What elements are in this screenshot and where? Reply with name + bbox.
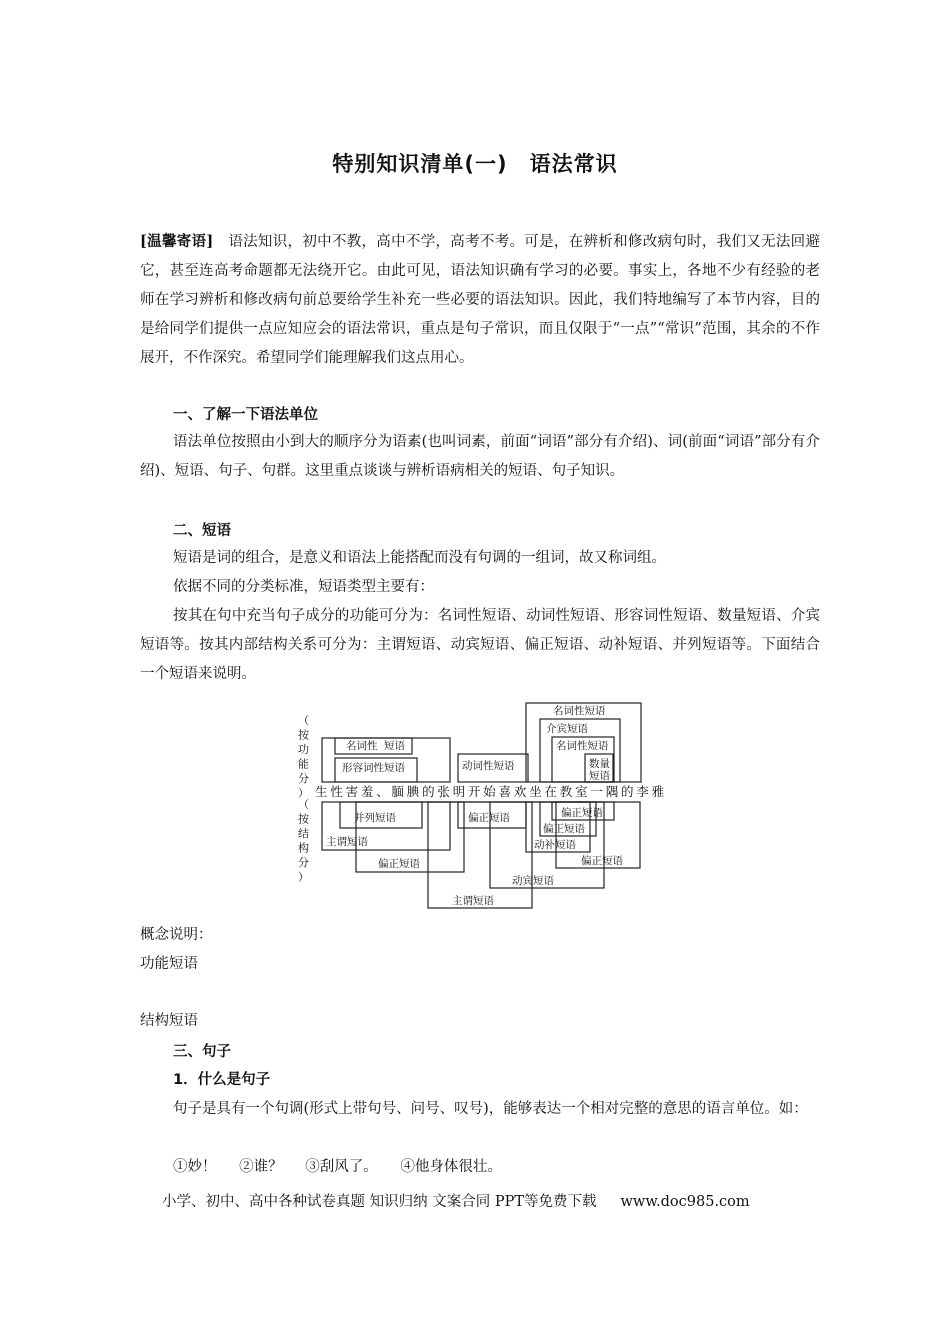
sentence-char: 、 bbox=[376, 784, 389, 799]
sentence-char: 坐 bbox=[529, 784, 542, 799]
section2-para2: 依据不同的分类标准，短语类型主要有： bbox=[173, 579, 434, 595]
label-dongbu: 动补短语 bbox=[534, 839, 576, 851]
label-mingci-a: 名词性 bbox=[346, 740, 378, 752]
sentence-char: 室 bbox=[575, 784, 588, 799]
sentence-char: 教 bbox=[559, 784, 573, 799]
sentence-char: 欢 bbox=[513, 784, 527, 799]
concept-func: 功能短语 bbox=[140, 956, 198, 972]
section3-paragraph: 句子是具有一个句调(形式上带句号、问号、叹号)，能够表达一个相对完整的意思的语言单位。如： bbox=[173, 1101, 808, 1117]
sentence-char: 雅 bbox=[651, 784, 665, 799]
label-pianzheng-r1: 偏正短语 bbox=[561, 807, 603, 819]
label-by-structure bbox=[298, 798, 310, 884]
sentence-char: 李 bbox=[636, 784, 649, 799]
footer-text: 小学、初中、高中各种试卷真题 知识归纳 文案合同 PPT等免费下载 bbox=[162, 1194, 597, 1210]
sentence-char: 的 bbox=[621, 784, 634, 799]
label-zhuwei-left: 主谓短语 bbox=[326, 836, 368, 848]
section2-para3: 按其在句中充当句子成分的功能可分为：名词性短语、动词性短语、形容词性短语、数量短语、介宾短语等。按其内部结构关系可分为：主谓短语、动宾短语、偏正短语、动补短语、并列短语等。下面结合一个短语来说明。 bbox=[140, 608, 820, 682]
label-by-function-char: 分 bbox=[298, 772, 309, 785]
section2-para1: 短语是词的组合，是意义和语法上能搭配而没有句调的一组词，故又称词组。 bbox=[173, 550, 666, 566]
sentence-char: 一 bbox=[590, 784, 603, 799]
label-shuliang-b: 短语 bbox=[589, 770, 610, 782]
label-dongbin: 动宾短语 bbox=[512, 875, 554, 887]
label-pianzheng-r2: 偏正短语 bbox=[543, 823, 585, 835]
sentence-char: 性 bbox=[330, 784, 343, 799]
sentence-char: 明 bbox=[452, 784, 466, 799]
footer bbox=[162, 1190, 750, 1211]
section1-heading: 一、了解一下语法单位 bbox=[173, 407, 318, 423]
label-by-function bbox=[298, 714, 310, 800]
example-item: ①妙！ bbox=[173, 1159, 217, 1175]
concept-heading: 概念说明： bbox=[140, 927, 213, 943]
section3-sub1: 1．什么是句子 bbox=[173, 1072, 271, 1088]
footer-url[interactable]: www.doc985.com bbox=[620, 1194, 750, 1210]
label-by-function-char: 功 bbox=[298, 743, 309, 756]
example-item: ④他身体很壮。 bbox=[400, 1159, 502, 1175]
sentence-char: 生 bbox=[315, 784, 328, 799]
example-list bbox=[173, 1155, 520, 1176]
example-item: ③刮风了。 bbox=[305, 1159, 378, 1175]
intro-tag: [温馨寄语] bbox=[140, 233, 214, 250]
label-by-function-char: 按 bbox=[298, 728, 309, 742]
label-by-structure-char: 结 bbox=[298, 827, 309, 840]
example-item: ②谁？ bbox=[239, 1159, 283, 1175]
sentence-char: 张 bbox=[437, 784, 450, 799]
label-pianzheng-left: 偏正短语 bbox=[378, 858, 420, 870]
concept-struct: 结构短语 bbox=[140, 1013, 198, 1029]
label-dongci: 动词性短语 bbox=[462, 760, 515, 772]
label-by-structure-char: 按 bbox=[298, 812, 309, 826]
section1-paragraph: 语法单位按照由小到大的顺序分为语素(也叫词素，前面“词语”部分有介绍)、词(前面“词语”部分有介绍)、短语、句子、句群。这里重点谈谈与辨析语病相关的短语、句子知识。 bbox=[140, 434, 820, 479]
label-pianzheng-r3: 偏正短语 bbox=[581, 855, 623, 867]
sentence-char: 的 bbox=[422, 784, 435, 799]
page-title: 特别知识清单(一) 语法常识 bbox=[332, 152, 618, 176]
label-by-function-char: 能 bbox=[298, 757, 309, 771]
sentence-char: 害 bbox=[345, 784, 359, 799]
label-zhuwei-bottom: 主谓短语 bbox=[452, 895, 494, 907]
label-by-function-char: ） bbox=[298, 786, 309, 800]
label-pianzheng-mid: 偏正短语 bbox=[468, 812, 510, 824]
label-mingci-inner: 名词性短语 bbox=[556, 740, 609, 752]
section2-heading: 二、短语 bbox=[173, 523, 231, 539]
label-by-function-char: （ bbox=[298, 714, 309, 727]
label-by-structure-char: 构 bbox=[298, 841, 309, 855]
sentence-char: 始 bbox=[483, 784, 496, 799]
sentence-char: 羞 bbox=[360, 784, 374, 799]
sentence-char: 隅 bbox=[605, 784, 619, 799]
section3-heading: 三、句子 bbox=[173, 1044, 231, 1060]
label-by-structure-char: ） bbox=[298, 870, 309, 884]
sentence-char: 腆 bbox=[406, 784, 420, 799]
label-jiebin: 介宾短语 bbox=[546, 723, 588, 735]
sentence-char: 在 bbox=[544, 784, 558, 799]
label-xingrong: 形容词性短语 bbox=[342, 762, 405, 774]
label-mingci-top: 名词性短语 bbox=[553, 705, 606, 717]
label-mingci-b: 短语 bbox=[384, 740, 405, 752]
label-by-structure-char: （ bbox=[298, 798, 309, 811]
label-shuliang-a: 数量 bbox=[589, 758, 610, 770]
label-binglie: 并列短语 bbox=[354, 812, 396, 824]
sentence-char: 开 bbox=[468, 784, 481, 799]
label-by-structure-char: 分 bbox=[298, 856, 309, 869]
sentence-char: 腼 bbox=[391, 784, 405, 799]
sentence-char: 喜 bbox=[498, 784, 512, 799]
intro-text: 语法知识，初中不教，高中不学，高考不考。可是，在辨析和修改病句时，我们又无法回避它，甚至连高考命题都无法绕开它。由此可见，语法知识确有学习的必要。事实上，各地不少有经验的老师在学习辨析和修改病句前总要给学生补充一些必要的语法知识。因此，我们特地编写了本节内容，目的是给同学们提供一点应知应会的语法常识，重点是句子常识，而且仅限于“一点”“常识”范围，其余的不作展开，不作深究。希望同学们能理解我们这点用心。 bbox=[140, 234, 820, 366]
